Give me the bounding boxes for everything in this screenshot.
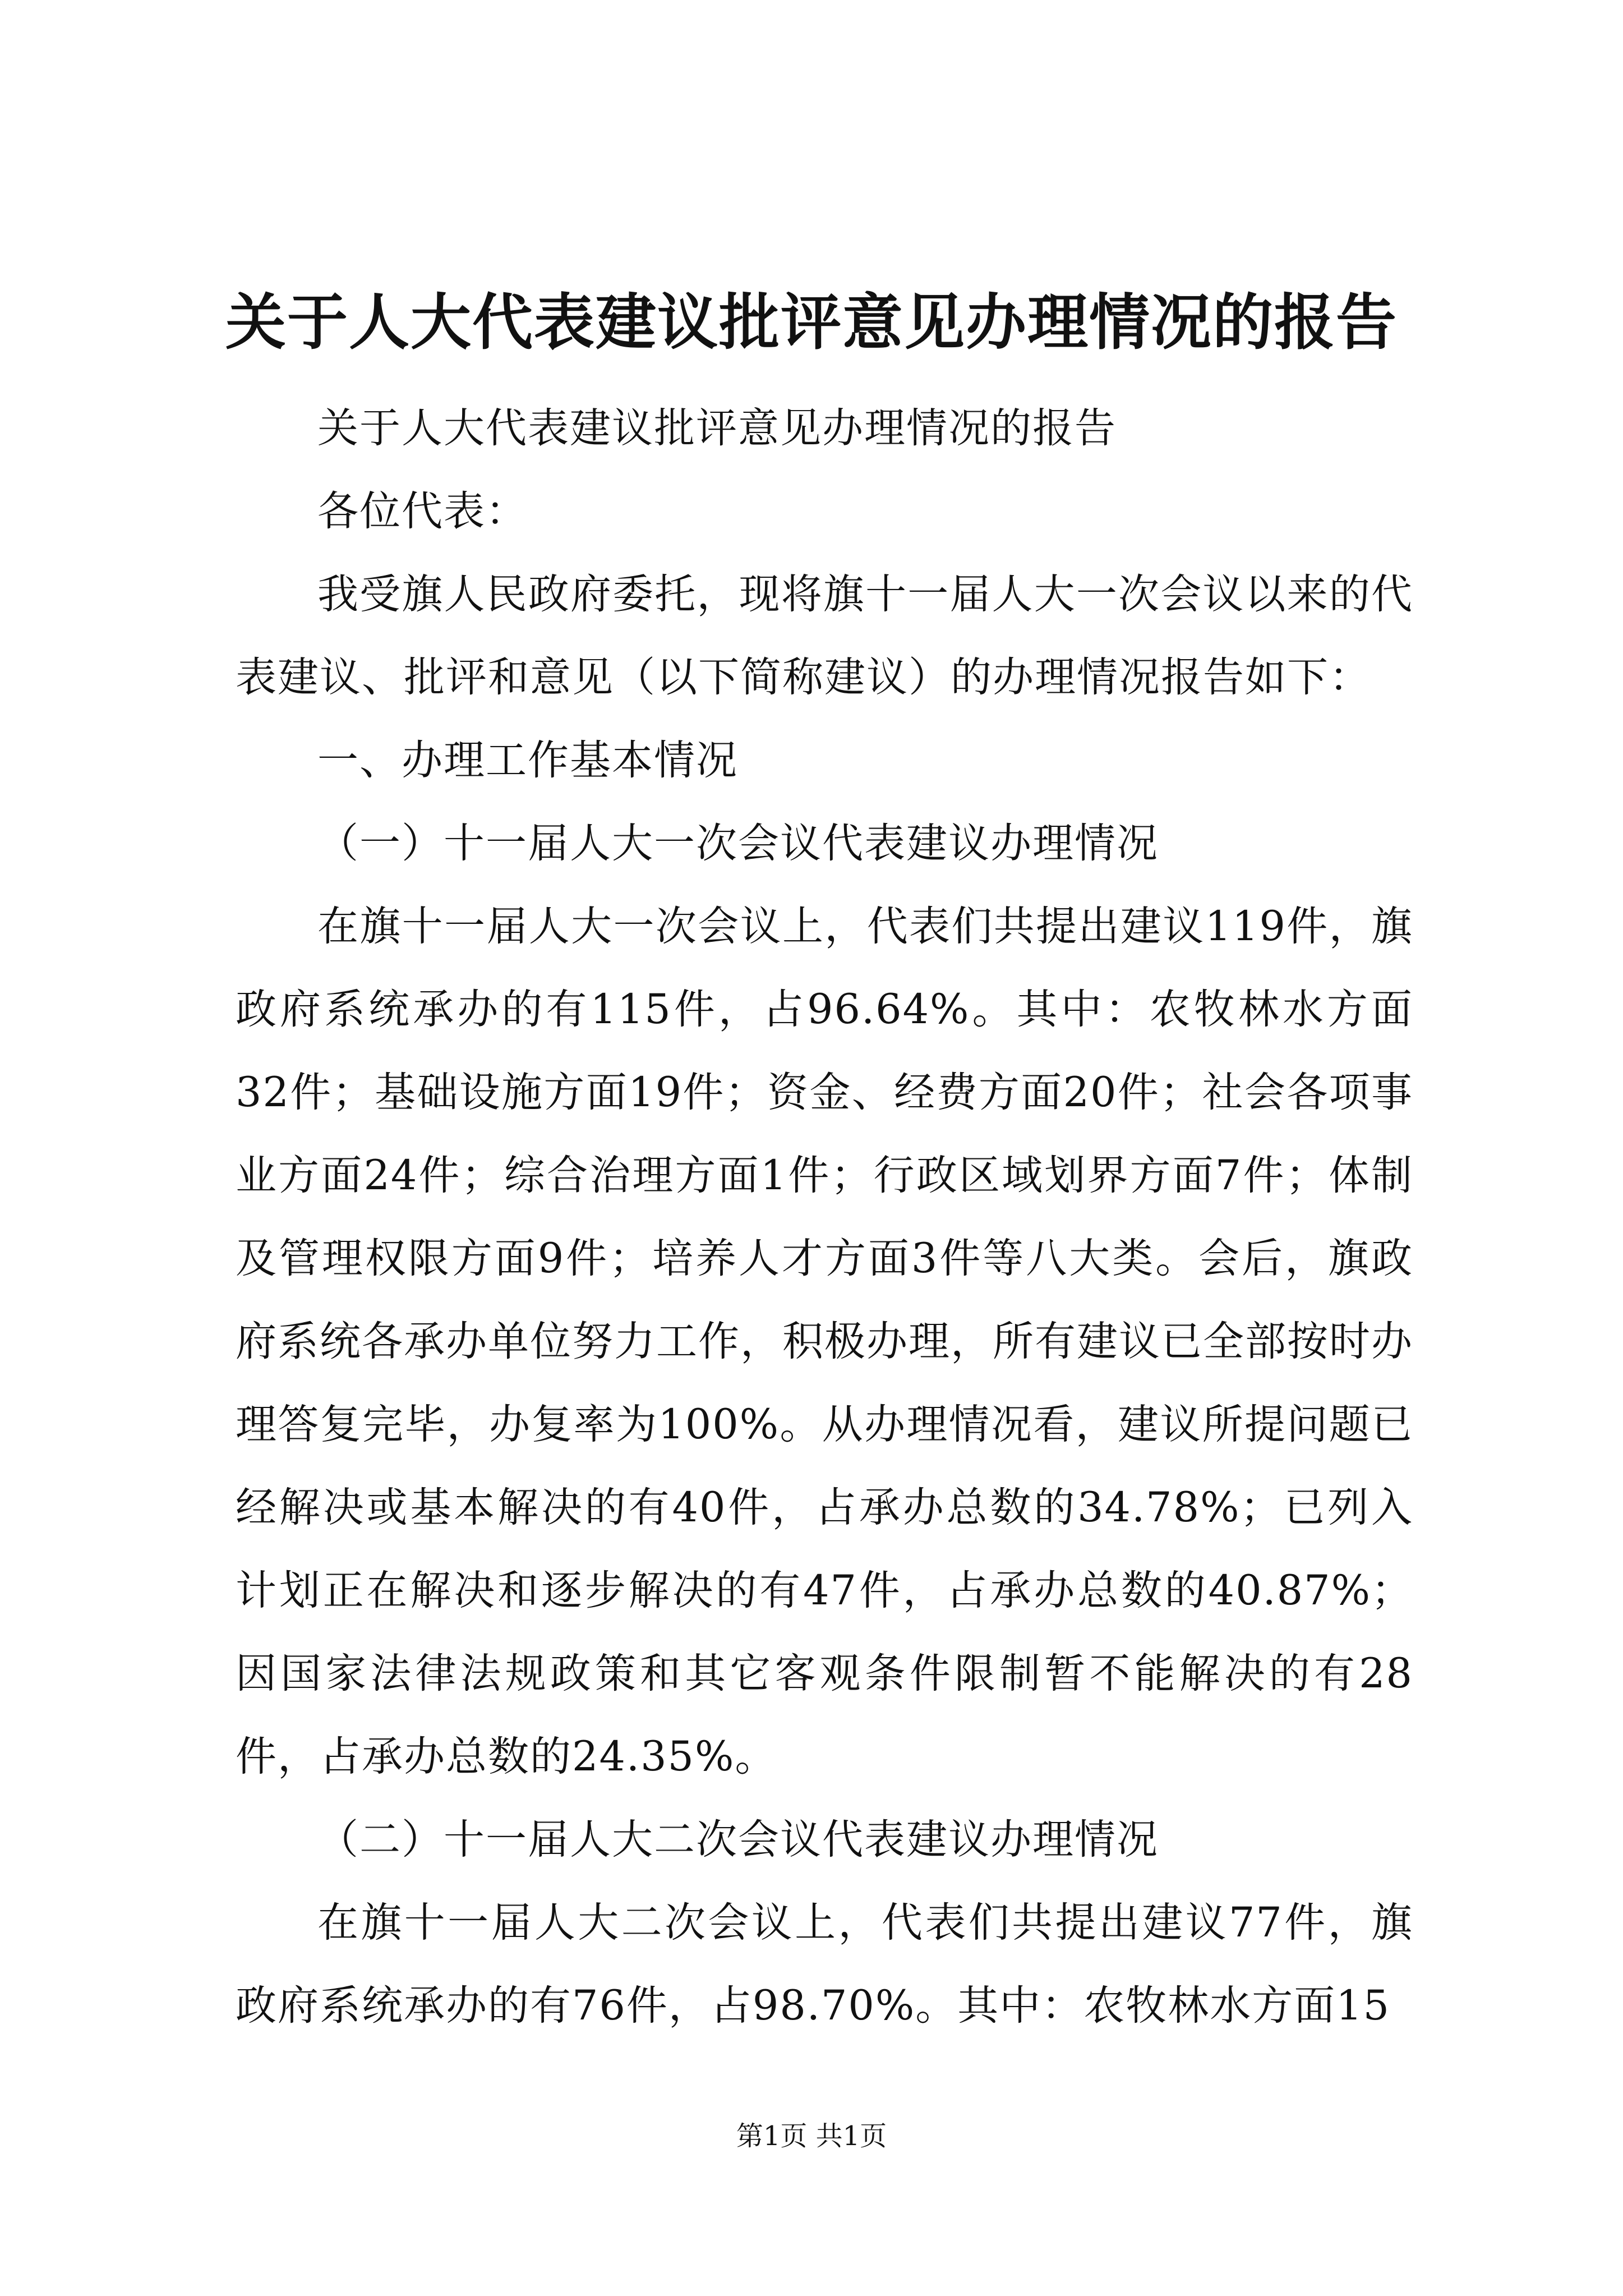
document-title: 关于人大代表建议批评意见办理情况的报告 xyxy=(225,287,1398,358)
salutation-paragraph: 各位代表： xyxy=(317,487,528,535)
section-heading-1: 一、办理工作基本情况 xyxy=(317,737,738,784)
subsection-heading-2: （二）十一届人大二次会议代表建议办理情况 xyxy=(317,1816,1159,1864)
subtitle-paragraph: 关于人大代表建议批评意见办理情况的报告 xyxy=(317,404,1117,452)
page-footer: 第1页 共1页 xyxy=(736,2120,887,2152)
document-body xyxy=(236,387,1413,2047)
subsection-heading-1: （一）十一届人大一次会议代表建议办理情况 xyxy=(317,820,1159,867)
body-paragraph: 在旗十一届人大一次会议上，代表们共提出建议119件，旗政府系统承办的有115件，占96.64%。其中：农牧林水方面32件；基础设施方面19件；资金、经费方面20件；社会各项事业方面24件；综合治理方面1件；行政区域划界方面7件；体制及管理权限方面9件；培养人才方面3件等八大类。会后，旗政府系统各承办单位努力工作，积极办理，所有建议已全部按时办理答复完毕，办复率为100%。从办理情况看，建议所提问题已经解决或基本解决的有40件，占承办总数的34.78%；已列入计划正在解决和逐步解决的有47件，占承办总数的40.87%；因国家法律法规政策和其它客观条件限制暂不能解决的有28件，占承办总数的24.35%。 xyxy=(236,903,1413,1780)
intro-paragraph: 我受旗人民政府委托，现将旗十一届人大一次会议以来的代表建议、批评和意见（以下简称建议）的办理情况报告如下： xyxy=(236,570,1413,701)
body-paragraph: 在旗十一届人大二次会议上，代表们共提出建议77件，旗政府系统承办的有76件，占98.70%。其中：农牧林水方面15 xyxy=(236,1899,1413,2030)
